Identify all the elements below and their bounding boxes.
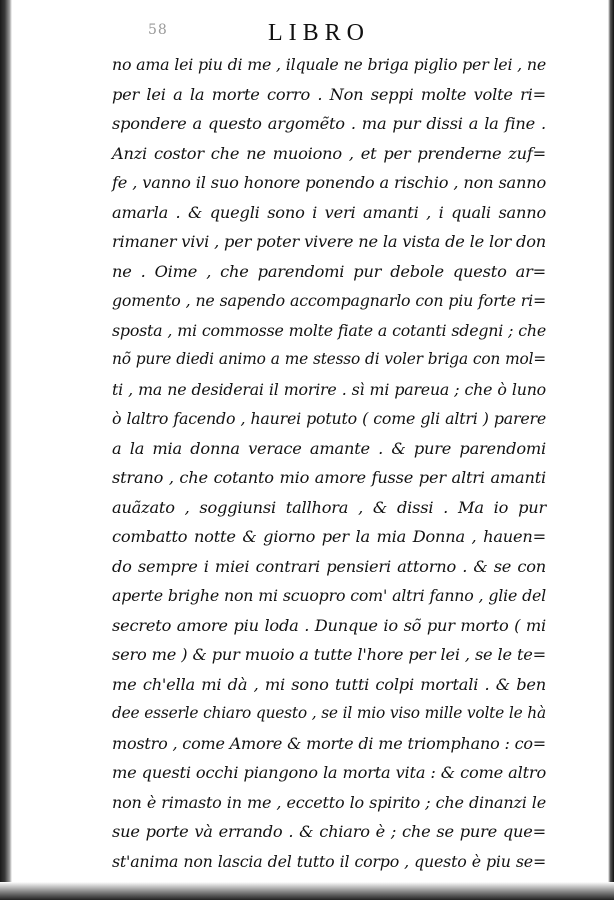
text-line: nõ pure diedi animo a me stesso di voler briga con mol= xyxy=(112,350,546,368)
text-line: a la mia donna verace amante . & pure parendomi xyxy=(112,438,546,458)
scan-edge-bottom xyxy=(0,882,614,900)
text-line: fe , vanno il suo honore ponendo a rischio , non sanno xyxy=(112,173,546,192)
scan-edge-right xyxy=(608,0,614,900)
text-line: do sempre i miei contrari pensieri attorno . & se con xyxy=(112,556,546,576)
scan-edge-left xyxy=(0,0,12,900)
text-line: ò laltro facendo , haurei potuto ( come gli altri ) parere xyxy=(112,409,546,428)
text-line: ti , ma ne desiderai il morire . sì mi pareua ; che ò luno xyxy=(112,379,546,399)
text-line: me ch'ella mi dà , mi sono tutti colpi mortali . & ben xyxy=(112,674,546,694)
text-line: rimaner vivi , per poter vivere ne la vista de le lor don xyxy=(112,232,546,251)
text-line: sposta , mi commosse molte fiate a cotanti sdegni ; che xyxy=(112,320,546,340)
text-line: Anzi costor che ne muoiono , et per prenderne zuf= xyxy=(112,143,546,163)
text-line: aperte brighe non mi scuopro com' altri fanno , glie del xyxy=(112,586,546,605)
text-line: amarla . & quegli sono i veri amanti , i quali sanno xyxy=(112,202,546,222)
text-line: ne . Oime , che parendomi pur debole questo ar= xyxy=(112,261,546,281)
running-head: LIBRO xyxy=(268,20,370,46)
text-line: dee esserle chiaro questo , se il mio viso mille volte le hà xyxy=(112,704,546,722)
text-line: mostro , come Amore & morte di me triomphano : co= xyxy=(112,733,546,753)
text-line: me questi occhi piangono la morta vita : & come altro xyxy=(112,763,546,782)
text-line: st'anima non lascia del tutto il corpo , questo è piu se= xyxy=(112,851,546,871)
text-line: auãzato , soggiunsi tallhora , & dissi . Ma io pur xyxy=(112,497,546,517)
text-line: secreto amore piu loda . Dunque io sõ pur morto ( mi xyxy=(112,615,546,635)
text-line: no ama lei piu di me , ilquale ne briga piglio per lei , ne xyxy=(112,55,546,74)
text-line: sue porte và errando . & chiaro è ; che se pure que= xyxy=(112,822,546,841)
text-line: gomento , ne sapendo accompagnarlo con piu forte ri= xyxy=(112,291,546,310)
text-line: per lei a la morte corro . Non seppi molte volte ri= xyxy=(112,84,546,104)
text-line: spondere a questo argomẽto . ma pur dissi a la fine . xyxy=(112,114,546,133)
text-line: combatto notte & giorno per la mia Donna , hauen= xyxy=(112,527,546,546)
page-header xyxy=(140,20,580,50)
body-text xyxy=(112,50,546,876)
text-line: strano , che cotanto mio amore fusse per altri amanti xyxy=(112,468,546,487)
page-number: 58 xyxy=(148,22,168,38)
text-line: non è rimasto in me , eccetto lo spirito ; che dinanzi le xyxy=(112,792,546,812)
text-line: sero me ) & pur muoio a tutte l'hore per lei , se le te= xyxy=(112,645,546,664)
